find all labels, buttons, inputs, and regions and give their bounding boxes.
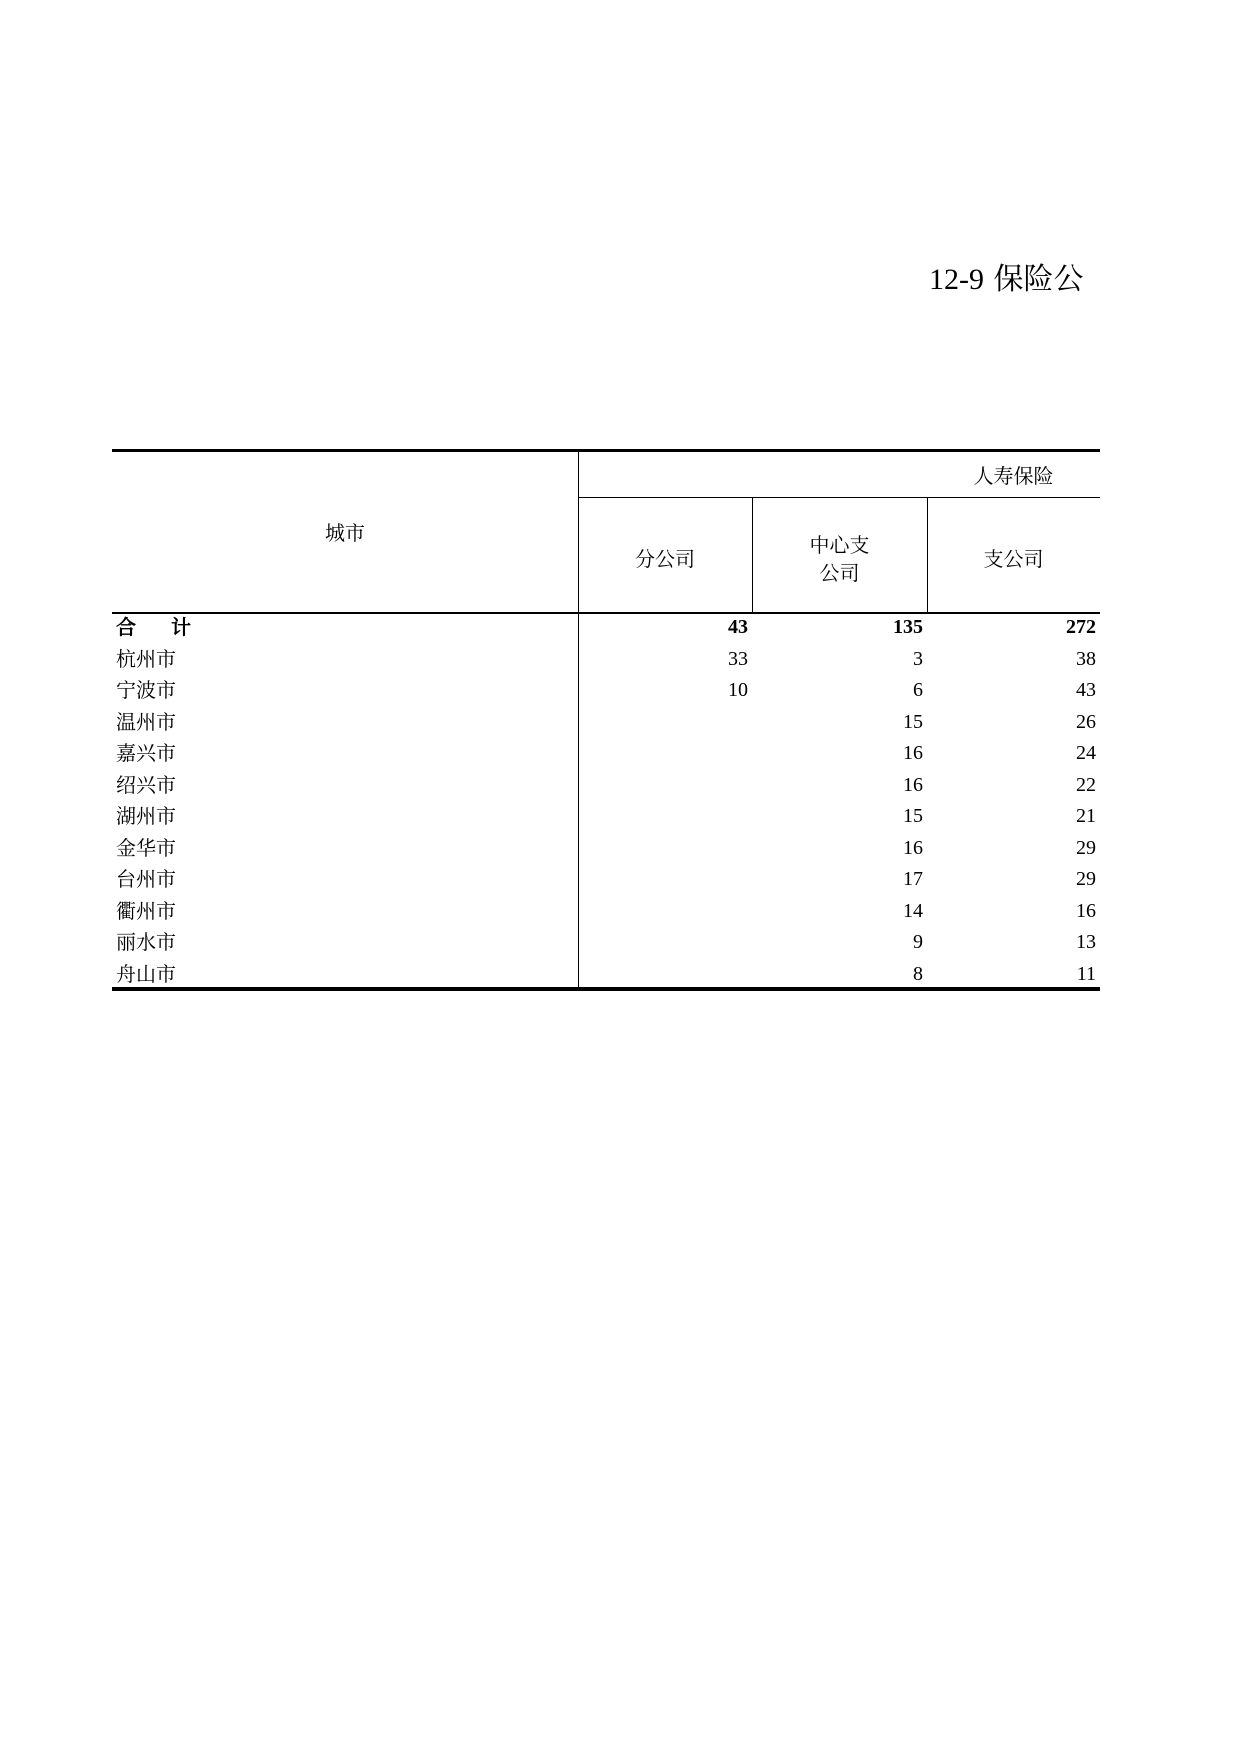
row-city: 温州市 xyxy=(116,709,176,734)
cell-sub-branch: 272 xyxy=(1066,616,1096,638)
cell-sub-branch: 24 xyxy=(1076,742,1096,764)
header-central-sub-branch xyxy=(752,531,927,587)
row-city: 湖州市 xyxy=(116,804,176,828)
cell-central-sub-branch: 17 xyxy=(903,868,923,890)
row-city: 宁波市 xyxy=(116,678,176,702)
cell-central-sub-branch: 16 xyxy=(903,773,923,796)
cell-sub-branch: 22 xyxy=(1076,773,1096,796)
cell-sub-branch: 11 xyxy=(1076,962,1096,985)
header-life-insurance: 人寿保险 xyxy=(973,464,1054,488)
cell-sub-branch: 21 xyxy=(1076,805,1096,827)
row-city: 杭州市 xyxy=(116,646,176,671)
cell-central-sub-branch: 6 xyxy=(913,679,923,701)
cell-central-sub-branch: 9 xyxy=(913,931,923,953)
header-central-sub-branch-line2: 公司 xyxy=(819,561,860,585)
cell-central-sub-branch: 15 xyxy=(903,805,923,827)
cell-central-sub-branch: 3 xyxy=(913,647,923,670)
header-central-sub-branch-line1: 中心支 xyxy=(809,533,870,557)
cell-branch: 33 xyxy=(728,647,748,670)
header-sub-branch: 支公司 xyxy=(983,547,1044,571)
header-city: 城市 xyxy=(325,521,365,545)
page-title xyxy=(929,258,1100,302)
cell-central-sub-branch: 135 xyxy=(893,616,923,638)
statistics-table xyxy=(112,449,1100,991)
table-code: 12-9 xyxy=(929,263,984,296)
header-branch: 分公司 xyxy=(635,547,695,571)
row-city: 台州市 xyxy=(116,867,176,891)
row-city: 丽水市 xyxy=(116,930,176,954)
group-rule xyxy=(578,497,1100,498)
row-city: 舟山市 xyxy=(116,961,176,986)
cell-sub-branch: 43 xyxy=(1076,679,1096,701)
row-city: 嘉兴市 xyxy=(116,741,176,765)
cell-branch: 43 xyxy=(728,616,748,638)
cell-central-sub-branch: 15 xyxy=(903,710,923,733)
cell-central-sub-branch: 16 xyxy=(903,742,923,764)
cell-branch: 10 xyxy=(728,679,748,701)
table-title-text: 保险公 xyxy=(993,262,1084,297)
cell-sub-branch: 38 xyxy=(1076,647,1096,670)
cell-sub-branch: 26 xyxy=(1076,710,1096,733)
top-rule xyxy=(112,449,1100,452)
cell-sub-branch: 29 xyxy=(1076,836,1096,859)
row-city: 金华市 xyxy=(116,835,176,860)
cell-central-sub-branch: 14 xyxy=(903,899,923,922)
cell-sub-branch: 16 xyxy=(1076,899,1096,922)
row-city: 衢州市 xyxy=(116,898,176,923)
row-city: 绍兴市 xyxy=(116,772,176,797)
bottom-rule xyxy=(112,987,1100,991)
cell-sub-branch: 29 xyxy=(1076,868,1096,890)
cell-sub-branch: 13 xyxy=(1076,931,1096,953)
row-city-total: 合 计 xyxy=(116,615,205,639)
cell-central-sub-branch: 16 xyxy=(903,836,923,859)
cell-central-sub-branch: 8 xyxy=(913,962,923,985)
city-column-divider xyxy=(578,449,579,989)
